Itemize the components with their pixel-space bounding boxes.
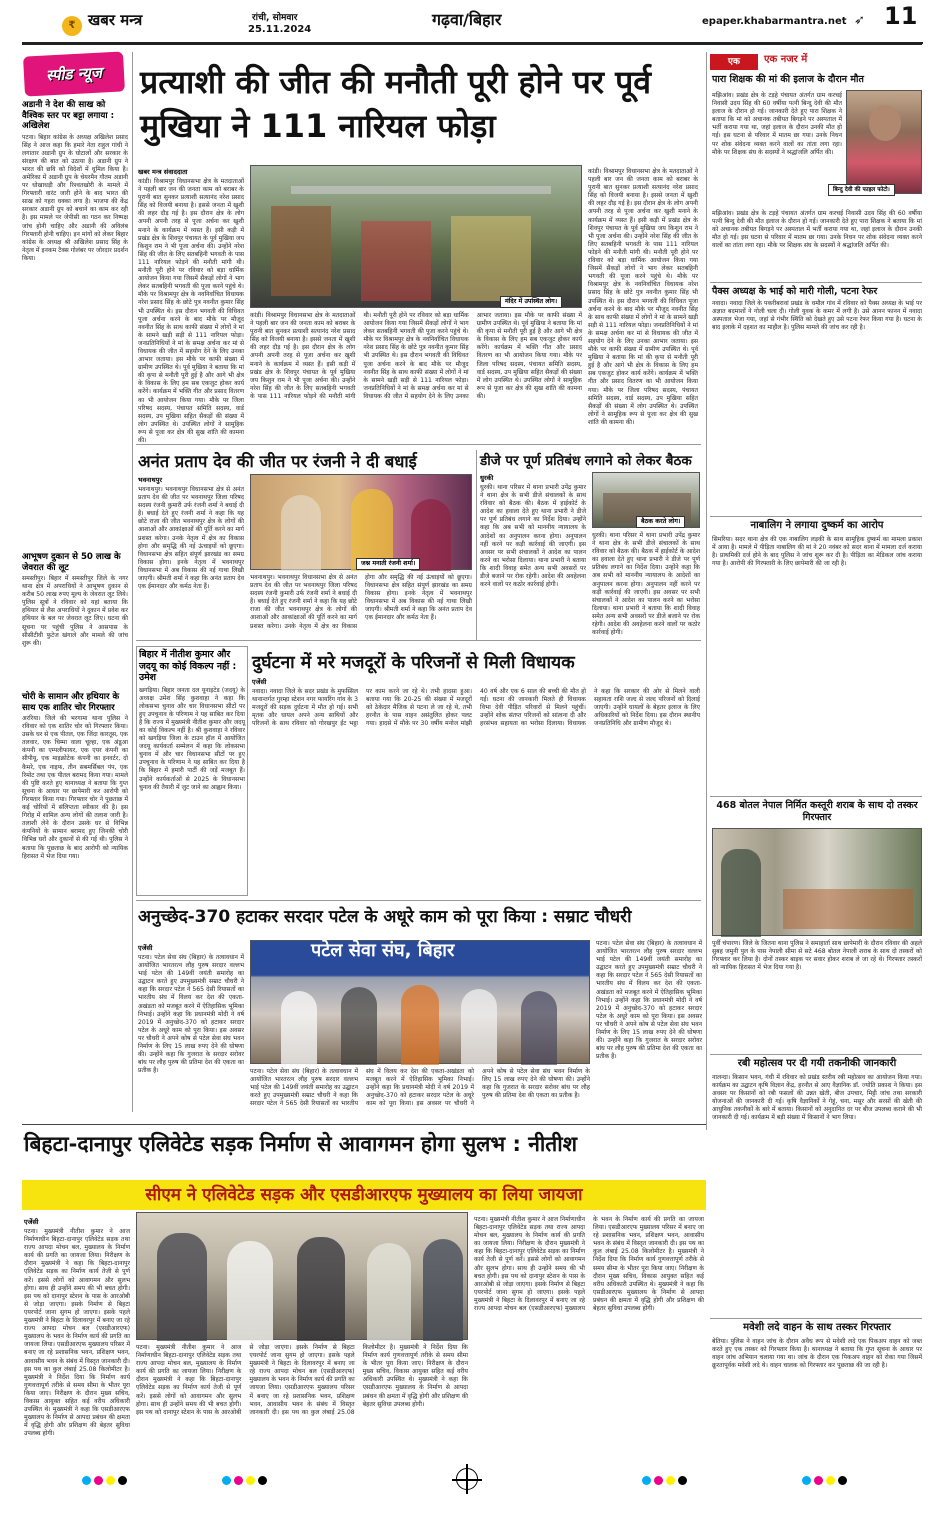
cursor-icon: ➶ [854,13,865,28]
right-story1-headline: पारा शिक्षक की मां की इलाज के दौरान मौत [712,74,864,85]
right-story4-body: पूर्वी चंपारण। जिले के जितना थाना पुलिस ने समाहार्ता साथ छापेमारी के दौरान रविवार की अहले सुबह जमुनी पुल के पास नेपाली सीमा से सटे 468 बोतल नेपाली शराब के साथ दो तस्करों को गिरफ्तार कर लिया है। दोनों तस्कर बाइक पर सवार होकर शराब ले जा रहे थे। गिरफ्तार तस्करों को न्यायिक हिरासत में भेज दिया गया है। [712,940,922,972]
patel-banner-text: पटेल सेवा संघ, बिहार [311,940,455,961]
lead-body-col2 [250,312,582,440]
right-story1-photo [846,90,922,194]
lead-byline: खबर मन्त्र संवाददाता [138,168,188,176]
lead-headline: प्रत्याशी की जीत की मनौती पूरी होने पर पूर्व मुखिया ने 111 नारियल फोड़ा [140,63,652,145]
accident-body [252,688,700,896]
right-tag: एक एक नजर में [710,54,922,70]
patel-photo [250,940,590,1064]
left-story3-headline: चोरी के सामान और हथियार के साथ एक शातिर चोर गिरफ्तार [22,692,120,713]
right-story1-body: मझिआंव। प्रखंड क्षेत्र के टड़हे पंचायत अंतर्गत ग्राम करचई निवासी उदय सिंह की 60 वर्षीया पत्नी बिन्दु देवी की मौत इलाज के दौरान हो गई। जानकारी देते हुए पारा शिक्षक ने बताया कि मां को अचानक तबीयत बिगड़ने पर अस्पताल में भर्ती कराया गया था, जहां इलाज के दौरान उनकी मौत हो गई। इस घटना से परिवार में मातम छा गया। उनके निधन पर शोक संवेदना व्यक्त करने वालों का तांता लगा रहा। मौके पर शिक्षक संघ के सदस्यों ने श्रद्धांजलि अर्पित की। [712,92,842,156]
right-story6-body: बेतिया। पुलिस ने वाहन जांच के दौरान अवैध रूप से मवेशी लदे एक पिकअप वाहन को जब्त करते हुए एक तस्कर को गिरफ्तार किया है। थानाध्यक्ष ने बताया कि गुप्त सूचना के आधार पर वाहन जांच अभियान चलाया गया था। जांच के दौरान एक पिकअप वाहन को रोका गया जिसमें क्रूरतापूर्वक मवेशी लदे थे। वाहन चालक को गिरफ्तार कर पूछताछ की जा रही है। [712,1338,922,1370]
dj-body-col2 [592,532,700,636]
paper-logo-icon: ₹ [62,16,82,36]
lead-body-col1: कांडी। विश्रामपुर विधानसभा क्षेत्र के मतदाताओं ने पहली बार जन की जनता काम को बराबर के पुरानी बात सुनकर प्रत्याशी सत्यानंद नरेश प्रसाद सिंह को विजयी बनाया है। इससे जनता में खुशी की लहर दौड़ गई है। इस दौरान क्षेत्र के लोग अपनी अपनी तरह से पूजा अर्चना कर खुशी मनाने के कार्यक्रम में व्यस्त हैं। इसी कड़ी में प्रखंड क्षेत्र के शिवपुर पंचायत के पूर्व मुखिया जय किशुन राम ने भी पूजा अर्चना की। उन्होंने नरेश सिंह की जीत के लिए सतबहिनी भगवती के पास 111 नारियल फोड़ने की मनौती मांगी थी। मनौती पूरी होने पर रविवार को बड़ा धार्मिक आयोजन किया गया जिसमें सैकड़ों लोगों ने भाग लेकर सतबहिनी भगवती की पूजा करने पहुंचे थे। मौके पर विश्रामपुर क्षेत्र के नवनिर्वाचित विधायक नरेश प्रसाद सिंह के छोटे पुत्र नवनीत कुमार सिंह भी उपस्थित थे। इस दौरान भगवती की विधिवत पूजा अर्चना करने के बाद मौके पर मौजूद नवनीत सिंह के साथ काफी संख्या में लोगों ने मां के सामने खड़ी सड़ी से 111 नारियल फोड़ा। जनप्रतिनिधियों ने मां के समक्ष अर्चना कर मां से विधायक की जीत में सहयोग देने के लिए उनका आभार जताया। इस मौके पर काफी संख्या में ग्रामीण उपस्थित थे। पूर्व मुखिया ने बताया कि मां की कृपा से मनौती पूरी हुई है और आगे भी क्षेत्र के विकास के लिए हम सब एकजुट होकर कार्य करेंगे। कार्यक्रम में भक्ति गीत और प्रसाद वितरण का भी आयोजन किया गया। मौके पर जिला परिषद सदस्य, पंचायत समिति सदस्य, वार्ड सदस्य, उप मुखिया सहित सैकड़ों की संख्या में लोग उपस्थित थे। उपस्थित लोगों ने सामूहिक रूप से पूजा कर क्षेत्र की सुख शांति की कामना की। [138,178,244,444]
left-story1-headline: अडानी ने देश की साख को वैश्विक स्तर पर बट्टा लगाया : अखिलेश [22,100,115,131]
anant-photo [250,474,472,570]
anant-headline: अनंत प्रताप देव की जीत पर रंजनी ने दी बधाई [138,452,417,471]
patel-body-col2 [250,1068,590,1120]
lead-photo-caption: मंदिर में उपस्थित लोग। [500,296,562,308]
left-story1-body: पटना। बिहार कांग्रेस के अध्यक्ष अखिलेश प्रसाद सिंह ने आज कहा कि हमारे नेता राहुल गांधी ने लगातार अडानी ग्रुप के घोटालों और सरकार के संरक्षण की बात को उठाया है। अडानी ग्रुप ने भारत की छवि को विदेशों में धूमिल किया है। अमेरिका में अडानी ग्रुप के चेयरमैन गौतम अडानी पर धोखाधड़ी और रिश्वतखोरी के मामले में गिरफ्तारी वारंट जारी होने के बाद भारत की साख को गहरा धक्का लगा है। भाजपा की केंद्र सरकार अडानी ग्रुप को बचाने का काम कर रही है। इस मामले पर जेपीसी का गठन कर निष्पक्ष जांच होनी चाहिए और अडानी की अविलंब गिरफ्तारी होनी चाहिए। इन मांगों को लेकर बिहार कांग्रेस के अध्यक्ष श्री अखिलेश प्रसाद सिंह के नेतृत्व में इनकम टैक्स गोलंबर पर जोरदार प्रदर्शन किया। [22,133,128,262]
patel-body-col4 [596,940,702,1120]
page-number: 11 [884,2,918,30]
speed-news-badge: स्पीड न्यूज [23,51,125,96]
lead-photo [250,165,582,308]
right-story6-headline: मवेशी लदे वाहन के साथ तस्कर गिरफ्तार [743,1322,891,1333]
right-story3-body: सिमरिया। सदर थाना क्षेत्र की एक नाबालिग लड़की के साथ सामूहिक दुष्कर्म का मामला प्रकाश में आया है। मामले में पीड़िता नाबालिग की मां ने 20 नवंबर को सदर थाना में मामला दर्ज कराया है। प्राथमिकी दर्ज होने के बाद पुलिस ने जांच शुरू कर दी है। पीड़िता का मेडिकल जांच कराया गया है। आरोपी की गिरफ्तारी के लिए छापेमारी की जा रही है। [712,536,922,568]
left-story2-body: समस्तीपुर। बिहार में समस्तीपुर जिले के नगर थाना क्षेत्र में अपराधियों ने आभूषण दुकान से करीब 50 लाख रुपए मूल्य के जेवरात लूट लिये। पुलिस सूत्रों ने रविवार को यहां बताया कि हथियार से लैस अपराधियों ने दुकान में प्रवेश कर हथियार के बल पर जेवरात लूट लिए। घटना की सूचना पर पहुंची पुलिस ने आसपास के सीसीटीवी फुटेज खंगाले और मामले की जांच शुरू की। [22,575,128,647]
anant-body-col2 [250,574,472,636]
right-story2-body: नवादा। नवादा जिले के पकरीबरावां प्रखंड के धमौल गांव में रविवार को पैक्स अध्यक्ष के भाई पर अज्ञात बदमाशों ने गोली चला दी। गोली युवक के कमर में लगी है। उसे आनन फानन में नवादा अस्पताल भेजा गया, जहां से गंभीर स्थिति को देखते हुए उसे पटना रेफर किया गया है। घटना के बाद इलाके में दहशत का माहौल है। पुलिस मामले की जांच कर रही है। [712,300,922,332]
issue-date: 25.11.2024 [248,24,312,35]
anant-body-col2-text: भवनाथपुर। भवनाथपुर विधानसभा क्षेत्र से अनंत प्रताप देव की जीत पर भवनाथपुर जिला परिषद सदस्य रंजनी कुमारी उर्फ रंजनी शर्मा ने बधाई दी है। बधाई देते हुए रंजनी शर्मा ने कहा कि यह छोटे राजा की जीत भवनाथपुर क्षेत्र के लोगों की आशाओं और आकांक्षाओं की पूर्ति करने का मार्ग प्रशस्त करेगा। उनके नेतृत्व में क्षेत्र का विकास होगा और समृद्धि की नई ऊंचाइयों को छूएगा। विधानसभा क्षेत्र सहित संपूर्ण झारखंड का समग्र विकास होगा। इनके नेतृत्व में भवनाथपुर विधानसभा में अब विकास की नई गाथा लिखी जाएगी। श्रीमती शर्मा ने कहा कि अनंत प्रताप देव एक ईमानदार और कर्मठ नेता हैं। [250,574,472,630]
accident-headline: दुर्घटना में मरे मजदूरों के परिजनों से मिली विधायक [252,653,575,673]
right-story5-body: नालन्दा। किसान भवन, गंधी में रविवार को प्रखंड स्तरीय रबी महोत्सव का आयोजन किया गया। कार्यक्रम का उद्घाटन कृषि विज्ञान केंद्र, हरनौत से आए वैज्ञानिक डॉ. ज्योति प्रकाश ने किया। इस अवसर पर किसानों को रबी फसलों की उन्नत खेती, बीज उपचार, मिट्टी जांच तथा सरकारी योजनाओं की जानकारी दी गई। कृषि वैज्ञानिकों ने गेहूं, चना, मसूर और सरसों की खेती की आधुनिक तकनीकों के बारे में बताया। किसानों को अनुदानित दर पर बीज उपलब्ध कराने की भी जानकारी दी गई। कार्यक्रम में बड़ी संख्या में किसानों ने भाग लिया। [712,1074,922,1122]
bottom-photo [136,1212,468,1340]
anant-body-col1: भवनाथपुर। भवनाथपुर विधानसभा क्षेत्र से अनंत प्रताप देव की जीत पर भवनाथपुर जिला परिषद सदस्य रंजनी कुमारी उर्फ रंजनी शर्मा ने बधाई दी है। बधाई देते हुए रंजनी शर्मा ने कहा कि यह छोटे राजा की जीत भवनाथपुर क्षेत्र के लोगों की आशाओं और आकांक्षाओं की पूर्ति करने का मार्ग प्रशस्त करेगा। उनके नेतृत्व में क्षेत्र का विकास होगा और समृद्धि की नई ऊंचाइयों को छूएगा। विधानसभा क्षेत्र सहित संपूर्ण झारखंड का समग्र विकास होगा। इनके नेतृत्व में भवनाथपुर विधानसभा में अब विकास की नई गाथा लिखी जाएगी। श्रीमती शर्मा ने कहा कि अनंत प्रताप देव एक ईमानदार और कर्मठ नेता हैं। [138,486,244,591]
city-day: रांची, सोमवार [252,13,298,23]
left-story2 [22,552,128,695]
lead-body-col4 [588,168,698,440]
patel-byline: एजेंसी [138,944,153,952]
bottom-body-col1: पटना। मुख्यमंत्री नीतीश कुमार ने आज निर्माणाधीन बिहटा-दानापुर एलिवेटेड सड़क तथा राज्य आपदा मोचन बल, मुख्यालय के निर्माण कार्य की प्रगति का जायजा लिया। निरीक्षण के दौरान मुख्यमंत्री ने कहा कि बिहटा-दानापुर एलिवेटेड सड़क का निर्माण कार्य तेजी से पूर्ण करें। इससे लोगों को आवागमन और सुलभ होगा। साथ ही उन्होंने समय की भी बचत होगी। इस पथ को दानापुर स्टेशन के पास के आरओबी से जोड़ा जाएगा। इसके निर्माण से बिहटा एयरपोर्ट जाना सुगम हो जाएगा। इसके पहले मुख्यमंत्री ने बिहटा के दिलावरपुर में बनाए जा रहे राज्य आपदा मोचन बल (एसडीआरएफ) मुख्यालय के भवन के निर्माण कार्य की प्रगति का जायजा लिया। एसडीआरएफ मुख्यालय परिसर में बनाए जा रहे प्रशासनिक भवन, प्रशिक्षण भवन, आवासीय भवन के संबंध में विस्तृत जानकारी दी। इस पथ का कुल लंबाई 25.08 किलोमीटर है। मुख्यमंत्री ने निर्देश दिया कि निर्माण कार्य गुणवत्तापूर्ण तरीके से समय सीमा के भीतर पूरा किया जाए। निरीक्षण के दौरान मुख्य सचिव, विकास आयुक्त सहित कई वरीय अधिकारी उपस्थित थे। मुख्यमंत्री ने कहा कि एसडीआरएफ मुख्यालय के निर्माण से आपदा प्रबंधन की क्षमता में वृद्धि होगी और प्रशिक्षण की बेहतर सुविधा उपलब्ध होगी। [24,1228,130,1438]
lead-body-col2-text: कांडी। विश्रामपुर विधानसभा क्षेत्र के मतदाताओं ने पहली बार जन की जनता काम को बराबर के पुरानी बात सुनकर प्रत्याशी सत्यानंद नरेश प्रसाद सिंह को विजयी बनाया है। इससे जनता में खुशी की लहर दौड़ गई है। इस दौरान क्षेत्र के लोग अपनी अपनी तरह से पूजा अर्चना कर खुशी मनाने के कार्यक्रम में व्यस्त हैं। इसी कड़ी में प्रखंड क्षेत्र के शिवपुर पंचायत के पूर्व मुखिया जय किशुन राम ने भी पूजा अर्चना की। उन्होंने नरेश सिंह की जीत के लिए सतबहिनी भगवती के पास 111 नारियल फोड़ने की मनौती मांगी थी। मनौती पूरी होने पर रविवार को बड़ा धार्मिक आयोजन किया गया जिसमें सैकड़ों लोगों ने भाग लेकर सतबहिनी भगवती की पूजा करने पहुंचे थे। मौके पर विश्रामपुर क्षेत्र के नवनिर्वाचित विधायक नरेश प्रसाद सिंह के छोटे पुत्र नवनीत कुमार सिंह भी उपस्थित थे। इस दौरान भगवती की विधिवत पूजा अर्चना करने के बाद मौके पर मौजूद नवनीत सिंह के साथ काफी संख्या में लोगों ने मां के सामने खड़ी सड़ी से 111 नारियल फोड़ा। जनप्रतिनिधियों ने मां के समक्ष अर्चना कर मां से विधायक की जीत में सहयोग देने के लिए उनका आभार जताया। इस मौके पर काफी संख्या में ग्रामीण उपस्थित थे। पूर्व मुखिया ने बताया कि मां की कृपा से मनौती पूरी हुई है और आगे भी क्षेत्र के विकास के लिए हम सब एकजुट होकर कार्य करेंगे। कार्यक्रम में भक्ति गीत और प्रसाद वितरण का भी आयोजन किया गया। मौके पर जिला परिषद सदस्य, पंचायत समिति सदस्य, वार्ड सदस्य, उप मुखिया सहित सैकड़ों की संख्या में लोग उपस्थित थे। उपस्थित लोगों ने सामूहिक रूप से पूजा कर क्षेत्र की सुख शांति की कामना की। [250,312,582,400]
bottom-body-col2 [136,1344,468,1458]
paper-name: खबर मन्त्र [88,11,143,29]
dj-photo-caption: बैठक करते लोग। [636,516,685,528]
left-story1 [22,100,128,526]
bottom-body-col5 [474,1216,704,1458]
bottom-body-col2-text: पटना। मुख्यमंत्री नीतीश कुमार ने आज निर्माणाधीन बिहटा-दानापुर एलिवेटेड सड़क तथा राज्य आपदा मोचन बल, मुख्यालय के निर्माण कार्य की प्रगति का जायजा लिया। निरीक्षण के दौरान मुख्यमंत्री ने कहा कि बिहटा-दानापुर एलिवेटेड सड़क का निर्माण कार्य तेजी से पूर्ण करें। इससे लोगों को आवागमन और सुलभ होगा। साथ ही उन्होंने समय की भी बचत होगी। इस पथ को दानापुर स्टेशन के पास के आरओबी से जोड़ा जाएगा। इसके निर्माण से बिहटा एयरपोर्ट जाना सुगम हो जाएगा। इसके पहले मुख्यमंत्री ने बिहटा के दिलावरपुर में बनाए जा रहे राज्य आपदा मोचन बल (एसडीआरएफ) मुख्यालय के भवन के निर्माण कार्य की प्रगति का जायजा लिया। एसडीआरएफ मुख्यालय परिसर में बनाए जा रहे प्रशासनिक भवन, प्रशिक्षण भवन, आवासीय भवन के संबंध में विस्तृत जानकारी दी। इस पथ का कुल लंबाई 25.08 किलोमीटर है। मुख्यमंत्री ने निर्देश दिया कि निर्माण कार्य गुणवत्तापूर्ण तरीके से समय सीमा के भीतर पूरा किया जाए। निरीक्षण के दौरान मुख्य सचिव, विकास आयुक्त सहित कई वरीय अधिकारी उपस्थित थे। मुख्यमंत्री ने कहा कि एसडीआरएफ मुख्यालय के निर्माण से आपदा प्रबंधन की क्षमता में वृद्धि होगी और प्रशिक्षण की बेहतर सुविधा उपलब्ध होगी। [136,1344,468,1416]
right-story3-headline: नाबालिग ने लगाया दुष्कर्म का आरोप [750,520,884,531]
anant-photo-caption: जश्न मनाती रंजनी शर्मा। [356,558,420,570]
epaper-url[interactable]: epaper.khabarmantra.net [702,16,847,27]
dj-body-col1: धुरकी। थाना परिसर में थाना प्रभारी उपेंद्र कुमार ने थाना क्षेत्र के सभी डीजे संचालकों के साथ रविवार को बैठक की। बैठक में हाईकोर्ट के आदेश का हवाला देते हुए थाना प्रभारी ने डीजे पर पूर्ण प्रतिबंध लगाने का निर्देश दिया। उन्होंने कहा कि अब सभी को माननीय न्यायालय के आदेशों का अनुपालन करना होगा। अनुपालन नहीं करने पर कड़ी कार्रवाई की जाएगी। इस अवसर पर सभी संचालकों ने आदेश का पालन करने का भरोसा दिलाया। थाना प्रभारी ने बताया कि शादी विवाह समेत अन्य सभी अवसरों पर डीजे बजाने पर रोक रहेगी। आदेश की अवहेलना करने वालों पर कठोर कार्रवाई होगी। [480,484,586,589]
nitish-left-body: खगड़िया। बिहार जनता दल यूनाइटेड (जदयू) के अध्यक्ष उमेश सिंह कुशवाहा ने कहा कि लोकसभा चुनाव और चार विधानसभा सीटों पर हुए उपचुनाव के परिणाम ने यह साबित कर दिया है कि राज्य में मुख्यमंत्री नीतीश कुमार और जदयू का कोई विकल्प नहीं है। श्री कुशवाहा ने रविवार को खगड़िया जिला के टाउन हॉल में आयोजित जदयू कार्यकर्ता सम्मेलन में कहा कि लोकसभा चुनाव में और चार विधानसभा सीटों पर हुए उपचुनाव के परिणाम ने यह साबित कर दिया है कि बिहार में हमारी पार्टी की जड़ें मजबूत हैं। उन्होंने कार्यकर्ताओं से 2025 के विधानसभा चुनाव की तैयारी में जुट जाने का आह्वान किया। [139,686,245,791]
anant-byline: भवनाथपुर [138,476,162,484]
nitish-left-box [136,646,248,896]
left-story3 [22,692,128,1145]
right-story5-headline: रबी महोत्सव पर दी गयी तकनीकी जानकारी [737,1058,897,1069]
right-story4-headline: 468 बोतल नेपाल निर्मित कस्तूरी शराब के साथ दो तस्कर गिरफ्तार [716,800,918,823]
accident-body-text: नवादा। नवादा जिले के सदर प्रखंड के मुफस्सिल थानान्तर्गत गुरम्हा स्टेशन नगर फायरिंग गांव के 3 मजदूरों की सड़क दुर्घटना में मौत हो गई। सभी मृतक और घायल अपने अन्य साथियों और परिजनों के साथ रविवार को गोरखपुर ईंट भट्ठा पर काम करने जा रहे थे। तभी हादसा हुआ। बताया गया कि 20-25 की संख्या में मजदूरों को ठेकेदार मैजिक से पटना ले जा रहे थे, तभी हरनौत के पास वाहन असंतुलित होकर पलट गया। हादसे में मौके पर 30 वर्षीय मनोज मांझी 40 वर्ष और एक 6 साल की बच्ची की मौत हो गई। घटना की जानकारी मिलते ही विधायक विभा देवी पीड़ित परिवारों से मिलने पहुंचीं। उन्होंने शोक संतप्त परिजनों को सांत्वना दी और हरसंभव सहायता का भरोसा दिलाया। विधायक ने कहा कि सरकार की ओर से मिलने वाली सहायता राशि जल्द से जल्द परिजनों को दिलाई जाएगी। उन्होंने घायलों के बेहतर इलाज के लिए अधिकारियों को निर्देश दिया। इस दौरान स्थानीय जनप्रतिनिधि और ग्रामीण मौजूद थे। [252,688,700,728]
patel-headline: अनुच्छेद-370 हटाकर सरदार पटेल के अधूरे काम को पूरा किया : सम्राट चौधरी [138,907,632,927]
dj-headline: डीजे पर पूर्ण प्रतिबंध लगाने को लेकर बैठक [480,453,692,469]
right-story1-body-cont [712,210,922,280]
bottom-subheadline: सीएम ने एलिवेटेड सड़क और एसडीआरएफ मुख्यालय का लिया जायजा [22,1180,706,1210]
section-title: गढ़वा/बिहार [432,10,502,29]
right-story2-headline: पैक्स अध्यक्ष के भाई को मारी गोली, पटना रेफर [712,286,878,297]
right-story1-caption: बिन्दु देवी की फाइल फोटो। [828,184,895,196]
bottom-byline: एजेंसी [24,1218,39,1226]
right-story4-photo [712,828,922,936]
lead-body-col4-text: कांडी। विश्रामपुर विधानसभा क्षेत्र के मतदाताओं ने पहली बार जन की जनता काम को बराबर के पुरानी बात सुनकर प्रत्याशी सत्यानंद नरेश प्रसाद सिंह को विजयी बनाया है। इससे जनता में खुशी की लहर दौड़ गई है। इस दौरान क्षेत्र के लोग अपनी अपनी तरह से पूजा अर्चना कर खुशी मनाने के कार्यक्रम में व्यस्त हैं। इसी कड़ी में प्रखंड क्षेत्र के शिवपुर पंचायत के पूर्व मुखिया जय किशुन राम ने भी पूजा अर्चना की। उन्होंने नरेश सिंह की जीत के लिए सतबहिनी भगवती के पास 111 नारियल फोड़ने की मनौती मांगी थी। मनौती पूरी होने पर रविवार को बड़ा धार्मिक आयोजन किया गया जिसमें सैकड़ों लोगों ने भाग लेकर सतबहिनी भगवती की पूजा करने पहुंचे थे। मौके पर विश्रामपुर क्षेत्र के नवनिर्वाचित विधायक नरेश प्रसाद सिंह के छोटे पुत्र नवनीत कुमार सिंह भी उपस्थित थे। इस दौरान भगवती की विधिवत पूजा अर्चना करने के बाद मौके पर मौजूद नवनीत सिंह के साथ काफी संख्या में लोगों ने मां के सामने खड़ी सड़ी से 111 नारियल फोड़ा। जनप्रतिनिधियों ने मां के समक्ष अर्चना कर मां से विधायक की जीत में सहयोग देने के लिए उनका आभार जताया। इस मौके पर काफी संख्या में ग्रामीण उपस्थित थे। पूर्व मुखिया ने बताया कि मां की कृपा से मनौती पूरी हुई है और आगे भी क्षेत्र के विकास के लिए हम सब एकजुट होकर कार्य करेंगे। कार्यक्रम में भक्ति गीत और प्रसाद वितरण का भी आयोजन किया गया। मौके पर जिला परिषद सदस्य, पंचायत समिति सदस्य, वार्ड सदस्य, उप मुखिया सहित सैकड़ों की संख्या में लोग उपस्थित थे। उपस्थित लोगों ने सामूहिक रूप से पूजा कर क्षेत्र की सुख शांति की कामना की। [588,168,698,426]
patel-body-col2-text: पटना। पटेल सेवा संघ (बिहार) के तत्वावधान में आयोजित भारतरत्न लौह पुरुष सरदार वल्लभ भाई पटेल की 149वीं जयंती समारोह का उद्घाटन करते हुए उपमुख्यमंत्री सम्राट चौधरी ने कहा कि सरदार पटेल ने 565 देसी रियासतों का भारतीय संघ में विलय कर देश की एकता-अखंडता को मजबूत करने में ऐतिहासिक भूमिका निभाई। उन्होंने कहा कि प्रधानमंत्री मोदी ने वर्ष 2019 में अनुच्छेद-370 को हटाकर सरदार पटेल के अधूरे काम को पूरा किया। इस अवसर पर चौधरी ने अपने कोष से पटेल सेवा संघ भवन निर्माण के लिए 15 लाख रुपए देने की घोषणा की। उन्होंने कहा कि गुजरात के सरदार सरोवर बांध पर लौह पुरुष की प्रतिमा देश की एकता का प्रतीक है। [250,1068,590,1108]
left-story3-body: अररिया। जिले की भरगामा थाना पुलिस ने रविवार को एक शातिर चोर को गिरफ्तार किया। उसके घर से एक पीतल, एक जिंदा कारतूस, एक तलवार, एक चिम्मा वाला चूल्हा, एक अंडूआ कंपनी का एम्पलीफायर, एक एयर कंपनी का सीपीयू, एक माइक्रोटेक कंपनी का इनवर्टर, दो कैमरे, एक नाइफ, तीन सबमर्सिबल पंप, एक रिमोट तथा एक पीतल बरामद किया गया। मामले की पुष्टि करते हुए थानाध्यक्ष ने बताया कि गुप्त सूचना के आधार पर छापेमारी कर आरोपी को गिरफ्तार किया गया। गिरफ्तार चोर ने पूछताछ में कई चोरियों में संलिप्तता स्वीकार की है। इस गिरोह में शामिल अन्य लोगों की तलाश जारी है। तलाशी लेने के दौरान उसके घर से विभिन्न कंपनियों के सामान बरामद हुए जिनकी चोरी विभिन्न घरों और दुकानों से की गई थी। पुलिस ने बताया कि पूछताछ के बाद आरोपी को न्यायिक हिरासत में भेज दिया गया। [22,715,128,860]
dj-byline: धुरकी [480,474,494,482]
bottom-headline: बिहटा-दानापुर एलिवेटेड सड़क निर्माण से आवागमन होगा सुलभ : नीतीश [24,1132,577,1156]
nitish-left-headline: बिहार में नीतीश कुमार और जदयू का कोई विकल्प नहीं : उमेश [139,649,237,683]
accident-byline: एजेंसी [252,678,267,686]
patel-body-col1: पटना। पटेल सेवा संघ (बिहार) के तत्वावधान में आयोजित भारतरत्न लौह पुरुष सरदार वल्लभ भाई पटेल की 149वीं जयंती समारोह का उद्घाटन करते हुए उपमुख्यमंत्री सम्राट चौधरी ने कहा कि सरदार पटेल ने 565 देसी रियासतों का भारतीय संघ में विलय कर देश की एकता-अखंडता को मजबूत करने में ऐतिहासिक भूमिका निभाई। उन्होंने कहा कि प्रधानमंत्री मोदी ने वर्ष 2019 में अनुच्छेद-370 को हटाकर सरदार पटेल के अधूरे काम को पूरा किया। इस अवसर पर चौधरी ने अपने कोष से पटेल सेवा संघ भवन निर्माण के लिए 15 लाख रुपए देने की घोषणा की। उन्होंने कहा कि गुजरात के सरदार सरोवर बांध पर लौह पुरुष की प्रतिमा देश की एकता का प्रतीक है। [138,954,244,1075]
color-registration-strip [22,1470,922,1500]
masthead [22,2,922,42]
right-story1-body-cont-text: मझिआंव। प्रखंड क्षेत्र के टड़हे पंचायत अंतर्गत ग्राम करचई निवासी उदय सिंह की 60 वर्षीया पत्नी बिन्दु देवी की मौत इलाज के दौरान हो गई। जानकारी देते हुए पारा शिक्षक ने बताया कि मां को अचानक तबीयत बिगड़ने पर अस्पताल में भर्ती कराया गया था, जहां इलाज के दौरान उनकी मौत हो गई। इस घटना से परिवार में मातम छा गया। उनके निधन पर शोक संवेदना व्यक्त करने वालों का तांता लगा रहा। मौके पर शिक्षक संघ के सदस्यों ने श्रद्धांजलि अर्पित की। [712,210,922,250]
right-tag-text: एक नजर में [764,54,808,65]
dj-body-col2-text: धुरकी। थाना परिसर में थाना प्रभारी उपेंद्र कुमार ने थाना क्षेत्र के सभी डीजे संचालकों के साथ रविवार को बैठक की। बैठक में हाईकोर्ट के आदेश का हवाला देते हुए थाना प्रभारी ने डीजे पर पूर्ण प्रतिबंध लगाने का निर्देश दिया। उन्होंने कहा कि अब सभी को माननीय न्यायालय के आदेशों का अनुपालन करना होगा। अनुपालन नहीं करने पर कड़ी कार्रवाई की जाएगी। इस अवसर पर सभी संचालकों ने आदेश का पालन करने का भरोसा दिलाया। थाना प्रभारी ने बताया कि शादी विवाह समेत अन्य सभी अवसरों पर डीजे बजाने पर रोक रहेगी। आदेश की अवहेलना करने वालों पर कठोर कार्रवाई होगी। [592,532,700,637]
patel-body-col4-text: पटना। पटेल सेवा संघ (बिहार) के तत्वावधान में आयोजित भारतरत्न लौह पुरुष सरदार वल्लभ भाई पटेल की 149वीं जयंती समारोह का उद्घाटन करते हुए उपमुख्यमंत्री सम्राट चौधरी ने कहा कि सरदार पटेल ने 565 देसी रियासतों का भारतीय संघ में विलय कर देश की एकता-अखंडता को मजबूत करने में ऐतिहासिक भूमिका निभाई। उन्होंने कहा कि प्रधानमंत्री मोदी ने वर्ष 2019 में अनुच्छेद-370 को हटाकर सरदार पटेल के अधूरे काम को पूरा किया। इस अवसर पर चौधरी ने अपने कोष से पटेल सेवा संघ भवन निर्माण के लिए 15 लाख रुपए देने की घोषणा की। उन्होंने कहा कि गुजरात के सरदार सरोवर बांध पर लौह पुरुष की प्रतिमा देश की एकता का प्रतीक है। [596,940,702,1061]
bottom-body-col5-text: पटना। मुख्यमंत्री नीतीश कुमार ने आज निर्माणाधीन बिहटा-दानापुर एलिवेटेड सड़क तथा राज्य आपदा मोचन बल, मुख्यालय के निर्माण कार्य की प्रगति का जायजा लिया। निरीक्षण के दौरान मुख्यमंत्री ने कहा कि बिहटा-दानापुर एलिवेटेड सड़क का निर्माण कार्य तेजी से पूर्ण करें। इससे लोगों को आवागमन और सुलभ होगा। साथ ही उन्होंने समय की भी बचत होगी। इस पथ को दानापुर स्टेशन के पास के आरओबी से जोड़ा जाएगा। इसके निर्माण से बिहटा एयरपोर्ट जाना सुगम हो जाएगा। इसके पहले मुख्यमंत्री ने बिहटा के दिलावरपुर में बनाए जा रहे राज्य आपदा मोचन बल (एसडीआरएफ) मुख्यालय के भवन के निर्माण कार्य की प्रगति का जायजा लिया। एसडीआरएफ मुख्यालय परिसर में बनाए जा रहे प्रशासनिक भवन, प्रशिक्षण भवन, आवासीय भवन के संबंध में विस्तृत जानकारी दी। इस पथ का कुल लंबाई 25.08 किलोमीटर है। मुख्यमंत्री ने निर्देश दिया कि निर्माण कार्य गुणवत्तापूर्ण तरीके से समय सीमा के भीतर पूरा किया जाए। निरीक्षण के दौरान मुख्य सचिव, विकास आयुक्त सहित कई वरीय अधिकारी उपस्थित थे। मुख्यमंत्री ने कहा कि एसडीआरएफ मुख्यालय के निर्माण से आपदा प्रबंधन की क्षमता में वृद्धि होगी और प्रशिक्षण की बेहतर सुविधा उपलब्ध होगी। [474,1216,704,1313]
left-story2-headline: आभूषण दुकान से 50 लाख के जेवरात की लूट [22,552,121,573]
